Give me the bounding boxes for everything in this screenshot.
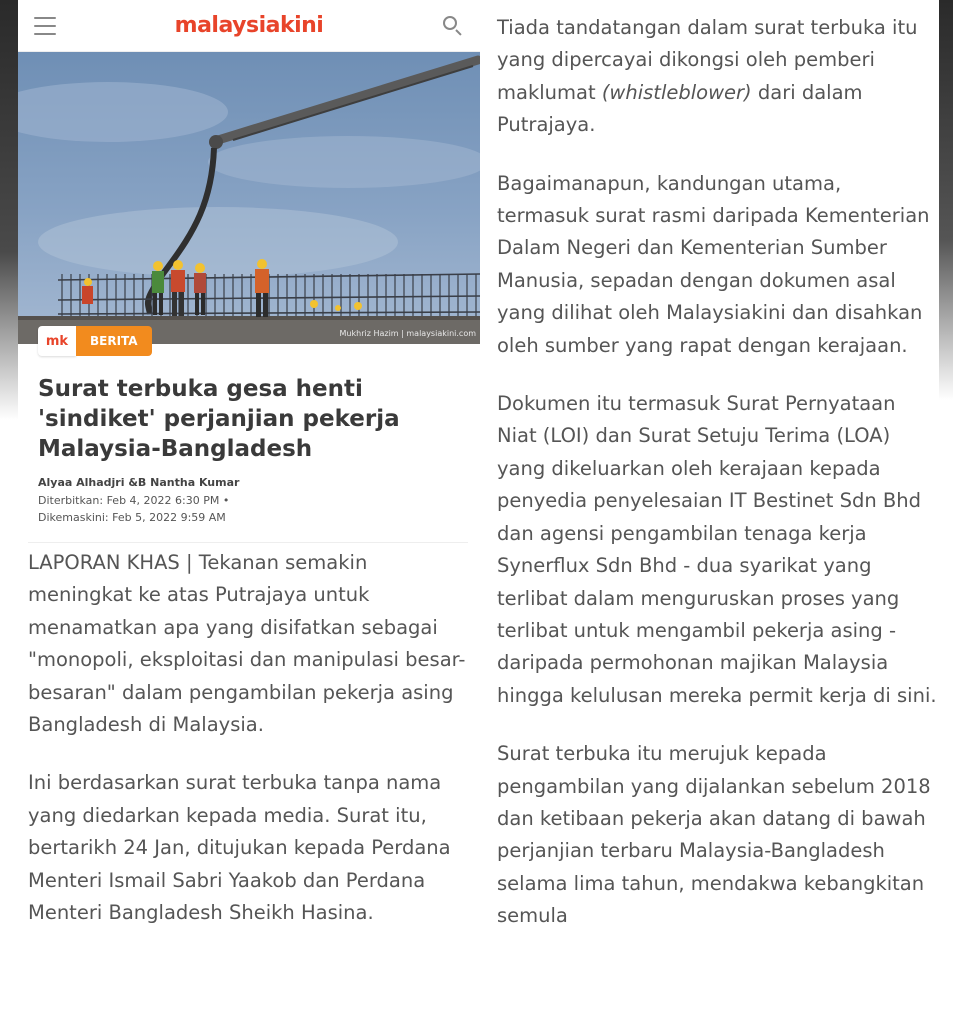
article-paragraph: Dokumen itu termasuk Surat Pernyataan Niat (LOI) dan Surat Setuju Terima (LOA) yang dikeluarkan oleh kerajaan kepada penyedia penyelesaian IT Bestinet Sdn Bhd dan agensi pengambilan tenaga kerja Synerflux Sdn Bhd - dua syarikat yang terlibat dalam menguruskan proses yang terlibat untuk mengambil pekerja asing - daripada permohonan majikan Malaysia hingga kelulusan mereka permit kerja di sini. (497, 392, 937, 707)
published-date: Diterbitkan: Feb 4, 2022 6:30 PM • (38, 494, 230, 507)
article-paragraph: Ini berdasarkan surat terbuka tanpa nama yang diedarkan kepada media. Surat itu, bertarikh 24 Jan, ditujukan kepada Perdana Menteri Ismail Sabri Yaakob dan Perdana Menteri Bangladesh Sheikh Hasina. (28, 771, 451, 925)
article-body-right (497, 12, 939, 933)
paragraph-text: Tiada tandatangan dalam surat terbuka itu yang dipercayai dikongsi oleh pemberi maklumat (497, 16, 918, 104)
top-navigation-bar (18, 0, 480, 52)
paragraph-text: dari dalam Putrajaya. (497, 80, 863, 137)
search-icon[interactable] (442, 15, 464, 37)
article-authors[interactable]: Alyaa Alhadjri &B Nantha Kumar (38, 476, 240, 489)
mk-logo-badge: mk (38, 326, 76, 356)
construction-photo (18, 52, 480, 344)
background-shadow-right (939, 0, 953, 400)
article-body-left (28, 542, 468, 929)
background-shadow-left (0, 0, 18, 420)
article-paragraph: Bagaimanapun, kandungan utama, termasuk surat rasmi daripada Kementerian Dalam Negeri dan Kementerian Sumber Manusia, sepadan dengan dokumen asal yang dilihat oleh Malaysiakini dan disahkan oleh sumber yang rapat dengan kerajaan. (497, 171, 930, 357)
photo-credit: Mukhriz Hazim | malaysiakini.com (339, 329, 476, 338)
article-paragraph: LAPORAN KHAS | Tekanan semakin meningkat ke atas Putrajaya untuk menamatkan apa yang disifatkan sebagai "monopoli, eksploitasi dan manipulasi besar-besaran" dalam pengambilan pekerja asing Bangladesh di Malaysia. (28, 551, 466, 737)
site-logo[interactable]: malaysiakini (174, 13, 324, 38)
category-badge[interactable] (38, 326, 152, 356)
hero-image (18, 52, 480, 344)
article-byline (38, 476, 239, 526)
category-label: BERITA (76, 326, 152, 356)
article-paragraph: Surat terbuka itu merujuk kepada pengambilan yang dijalankan sebelum 2018 dan ketibaan pekerja akan datang di bawah perjanjian terbaru Malaysia-Bangladesh selama lima tahun, mendakwa kebangkitan semula (497, 742, 931, 928)
article-headline: Surat terbuka gesa henti 'sindiket' perjanjian pekerja Malaysia-Bangladesh (38, 376, 400, 462)
whistleblower-term: (whistleblower) (601, 80, 752, 104)
article-paragraph (497, 12, 939, 142)
menu-icon[interactable] (34, 17, 56, 35)
updated-date: Dikemaskini: Feb 5, 2022 9:59 AM (38, 511, 226, 524)
